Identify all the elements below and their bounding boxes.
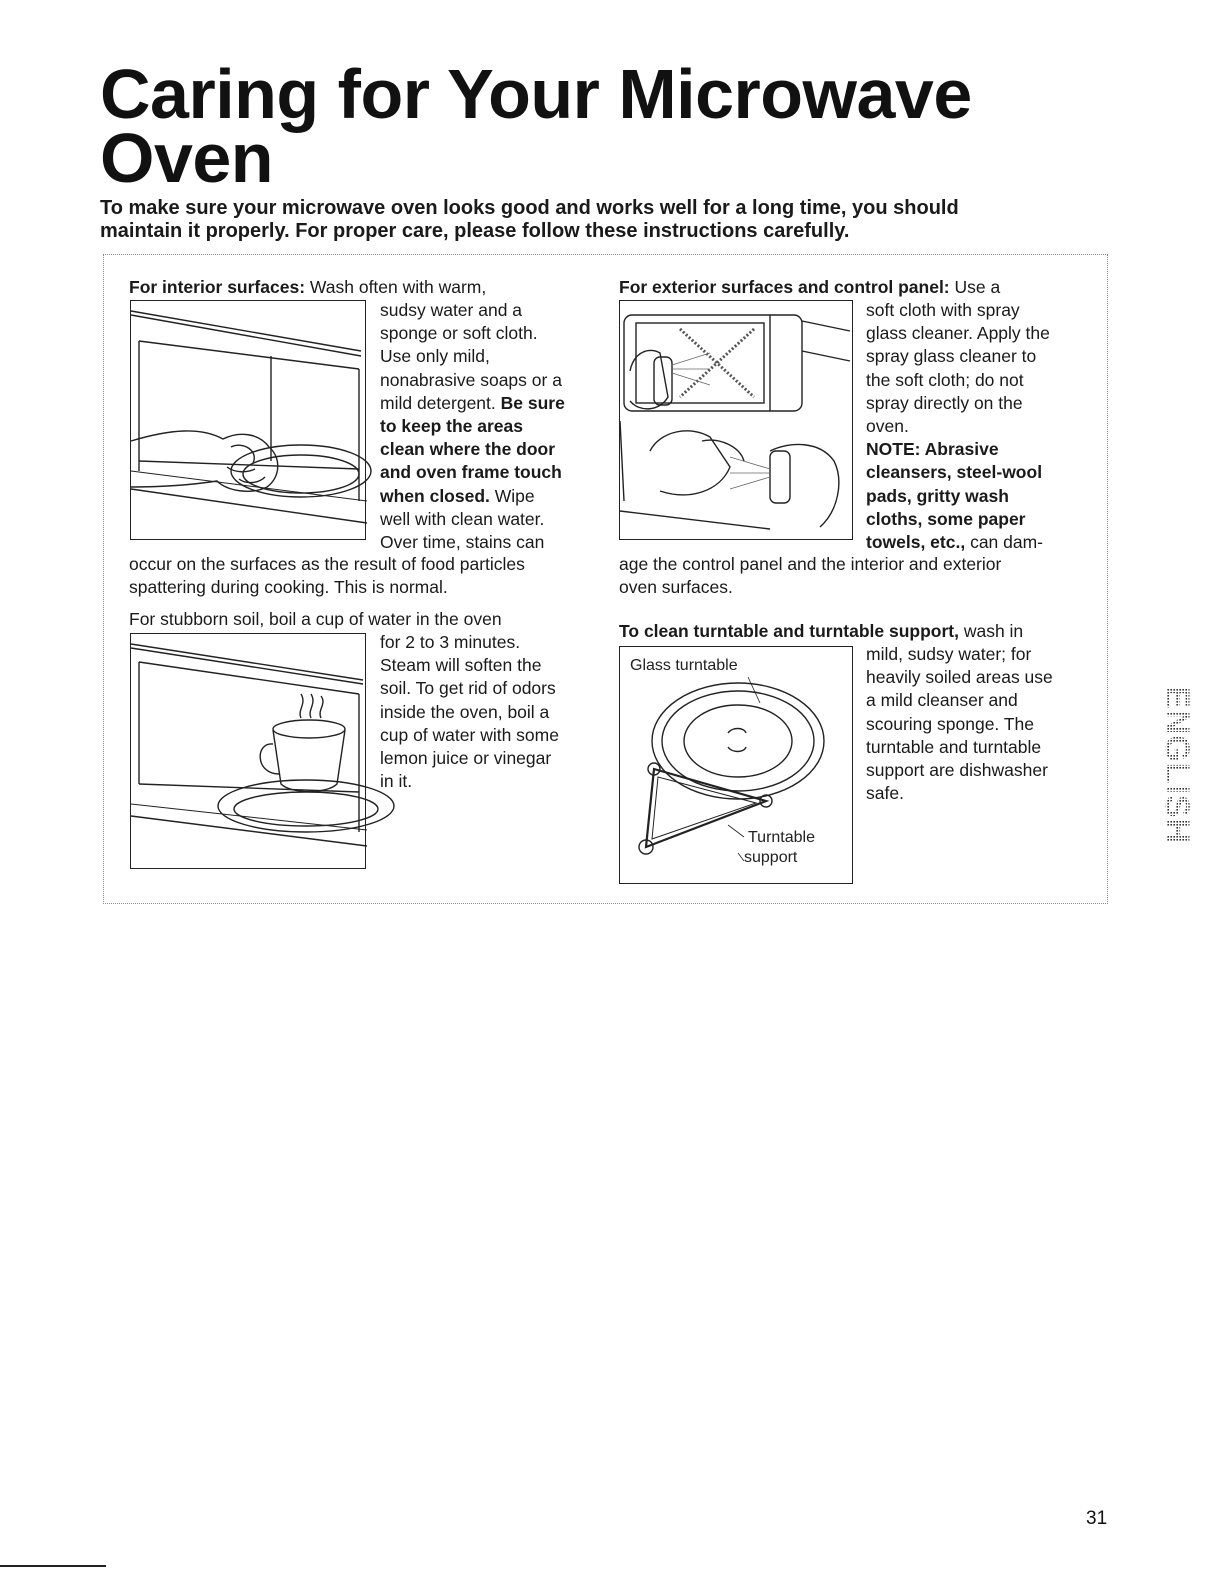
- interior-wipe-illustration: [130, 300, 366, 540]
- stubborn-text-line: Steam will soften the: [380, 655, 542, 676]
- exterior-note-line: towels, etc.,: [866, 532, 966, 553]
- exterior-text-line: spray directly on the: [866, 392, 1023, 413]
- interior-first-line: [129, 276, 486, 299]
- turntable-first-line: [619, 620, 1023, 643]
- page-title: [100, 55, 1100, 197]
- interior-text-line: sudsy water and a: [380, 300, 523, 320]
- page-number: 31: [1086, 1508, 1108, 1529]
- exterior-note-line: pads, gritty wash: [866, 485, 1009, 506]
- turntable-side-text: [866, 643, 1096, 805]
- stubborn-text-line: soil. To get rid of odors: [380, 678, 556, 699]
- interior-full-text: [129, 553, 599, 599]
- exterior-text-line: soft cloth with spray: [866, 300, 1020, 320]
- stubborn-text-line: cup of water with some: [380, 724, 559, 745]
- boiling-cup-illustration: [130, 633, 366, 869]
- exterior-full-line: oven surfaces.: [619, 577, 733, 598]
- exterior-heading: For exterior surfaces and control panel:: [619, 277, 950, 297]
- turntable-text-line: mild, sudsy water; for: [866, 644, 1032, 664]
- exterior-side-text: [866, 299, 1096, 554]
- glass-turntable-label: Glass turntable: [630, 657, 738, 674]
- interior-side-text: [380, 299, 610, 554]
- exterior-text-line: the soft cloth; do not: [866, 369, 1024, 390]
- exterior-note-line: cloths, some paper: [866, 508, 1026, 529]
- turntable-text-line: support are dishwasher: [866, 760, 1048, 781]
- turntable-text-line: heavily soiled areas use: [866, 667, 1053, 688]
- interior-full-line: occur on the surfaces as the result of food particles: [129, 554, 525, 574]
- interior-full-line: spattering during cooking. This is normal.: [129, 577, 448, 598]
- interior-bold-line: clean where the door: [380, 439, 556, 460]
- turntable-text-line: scouring sponge. The: [866, 713, 1034, 734]
- title-line-1: Caring for Your Microwave: [100, 55, 972, 133]
- exterior-line-1: Use a: [949, 277, 1001, 297]
- interior-heading: For interior surfaces:: [129, 277, 306, 297]
- interior-bold-line: when closed.: [380, 485, 490, 506]
- interior-text-line: mild detergent.: [380, 392, 501, 413]
- intro-line-1: To make sure your microwave oven looks good and works well for a long time, you should: [100, 197, 959, 219]
- intro-paragraph: [100, 197, 1100, 243]
- interior-text-line: Wipe: [489, 485, 535, 506]
- turntable-text-line: a mild cleanser and: [866, 690, 1018, 711]
- stubborn-text-line: in it.: [380, 771, 413, 792]
- bottom-rule: [0, 1565, 106, 1567]
- exterior-note-tail: can dam-: [965, 532, 1044, 553]
- spray-cleaner-illustration: [619, 300, 853, 540]
- interior-text-line: Use only mild,: [380, 346, 490, 367]
- turntable-illustration: [619, 646, 853, 884]
- title-line-2: Oven: [100, 119, 274, 197]
- exterior-note-line: NOTE: Abrasive: [866, 439, 999, 460]
- turntable-heading: To clean turntable and turntable support,: [619, 621, 959, 641]
- stubborn-side-text: [380, 631, 610, 793]
- turntable-line-1: wash in: [958, 621, 1024, 641]
- exterior-text-line: glass cleaner. Apply the: [866, 323, 1050, 344]
- interior-bold-line: Be sure: [500, 392, 565, 413]
- interior-text-line: Over time, stains can: [380, 532, 545, 553]
- interior-text-line: well with clean water.: [380, 508, 545, 529]
- turntable-support-label-2: support: [744, 849, 798, 866]
- exterior-full-text: [619, 553, 1089, 599]
- interior-line-1: Wash often with warm,: [305, 277, 487, 297]
- stubborn-text-line: for 2 to 3 minutes.: [380, 632, 521, 652]
- english-side-tab: [1142, 686, 1196, 900]
- exterior-first-line: [619, 276, 1000, 299]
- exterior-note-line: cleansers, steel-wool: [866, 462, 1043, 483]
- exterior-text-line: oven.: [866, 416, 909, 437]
- stubborn-first-line: For stubborn soil, boil a cup of water in the oven: [129, 609, 502, 629]
- interior-bold-line: to keep the areas: [380, 416, 523, 437]
- exterior-full-line: age the control panel and the interior and exterior: [619, 554, 1002, 574]
- stubborn-text-line: lemon juice or vinegar: [380, 748, 552, 769]
- turntable-text-line: turntable and turntable: [866, 736, 1042, 757]
- exterior-text-line: spray glass cleaner to: [866, 346, 1037, 367]
- turntable-text-line: safe.: [866, 783, 904, 804]
- turntable-support-label-1: Turntable: [748, 829, 815, 846]
- interior-text-line: sponge or soft cloth.: [380, 323, 538, 344]
- side-tab-text: ENGLISH: [1158, 686, 1196, 845]
- stubborn-text-line: inside the oven, boil a: [380, 701, 550, 722]
- interior-text-line: nonabrasive soaps or a: [380, 369, 562, 390]
- intro-line-2: maintain it properly. For proper care, please follow these instructions carefully.: [100, 220, 850, 242]
- interior-bold-line: and oven frame touch: [380, 462, 562, 483]
